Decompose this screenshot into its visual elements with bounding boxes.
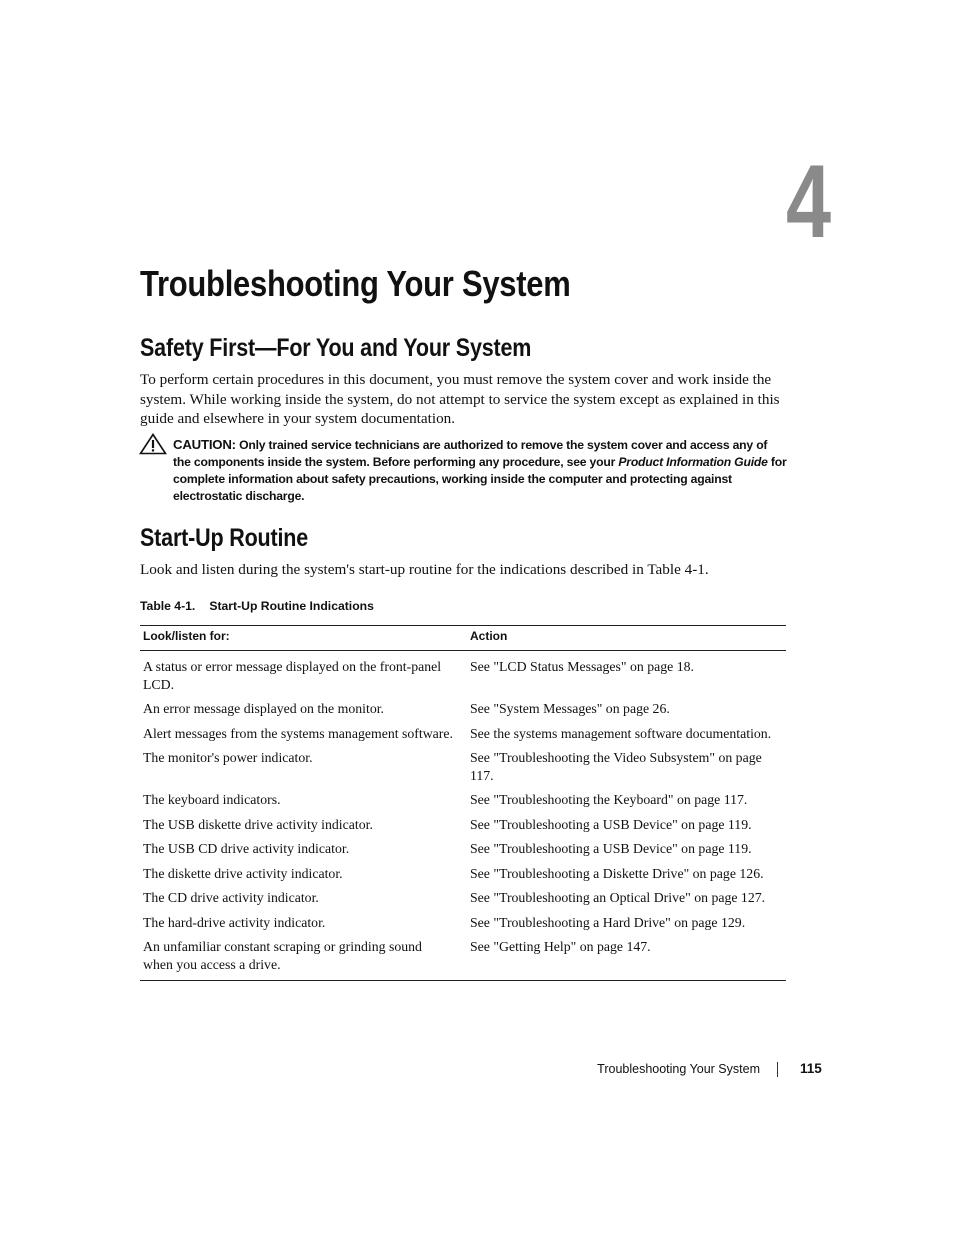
cell-action: See "Troubleshooting the Video Subsystem" on page 117.: [470, 750, 762, 783]
cell-action: See the systems management software documentation.: [470, 725, 772, 741]
startup-indications-table: [140, 625, 786, 981]
table-row: [140, 933, 786, 975]
page-footer: [0, 1061, 954, 1081]
table-row: [140, 653, 786, 695]
cell-action: See "Troubleshooting a USB Device" on page 119.: [470, 841, 752, 856]
caution-label: CAUTION:: [173, 437, 236, 452]
startup-paragraph: Look and listen during the system's start-up routine for the indications described in Table 4-1.: [140, 561, 709, 578]
table-caption: [140, 598, 374, 614]
table-row: [140, 744, 786, 786]
table-row: [140, 909, 786, 934]
cell-action: See "Getting Help" on page 147.: [470, 939, 651, 954]
table-row: [140, 786, 786, 811]
cell-action: See "Troubleshooting a USB Device" on page 119.: [470, 816, 752, 832]
table-row: [140, 695, 786, 720]
cell-action: See "Troubleshooting an Optical Drive" on page 127.: [470, 890, 766, 905]
cell-look-listen: The diskette drive activity indicator.: [143, 865, 343, 881]
table-row: [140, 720, 786, 745]
table-row: [140, 884, 786, 909]
caution-text-before: Only trained service technicians are authorized to remove the system cover and access any of the components inside the system. Before performing any procedure, see your: [173, 438, 768, 469]
cell-look-listen: The hard-drive activity indicator.: [143, 914, 326, 930]
table-caption-number: Table 4-1.: [140, 599, 196, 613]
safety-heading: Safety First—For You and Your System: [140, 334, 532, 362]
chapter-number: 4: [786, 144, 832, 260]
table-row: [140, 835, 786, 860]
cell-look-listen: An unfamiliar constant scraping or grinding sound when you access a drive.: [143, 939, 422, 972]
table-header-action: Action: [470, 629, 508, 643]
cell-look-listen: The keyboard indicators.: [143, 792, 281, 807]
cell-action: See "Troubleshooting the Keyboard" on page 117.: [470, 792, 748, 807]
cell-look-listen: The CD drive activity indicator.: [143, 890, 319, 905]
table-header-row: [140, 626, 786, 651]
cell-action: See "Troubleshooting a Hard Drive" on page 129.: [470, 914, 746, 930]
cell-look-listen: The USB diskette drive activity indicator.: [143, 816, 373, 832]
footer-divider: [777, 1062, 778, 1077]
cell-look-listen: A status or error message displayed on the front-panel LCD.: [143, 659, 442, 692]
footer-title: Troubleshooting Your System: [597, 1062, 760, 1076]
cell-look-listen: Alert messages from the systems management software.: [143, 725, 453, 741]
startup-heading: Start-Up Routine: [140, 524, 309, 552]
table-caption-title: Start-Up Routine Indications: [209, 599, 374, 613]
cell-action: See "Troubleshooting a Diskette Drive" on page 126.: [470, 865, 764, 881]
table-header-look-listen: Look/listen for:: [143, 629, 230, 643]
cell-look-listen: The monitor's power indicator.: [143, 750, 313, 765]
cell-look-listen: An error message displayed on the monitor.: [143, 701, 385, 716]
safety-paragraph: To perform certain procedures in this document, you must remove the system cover and work inside the system. While working inside the system, do not attempt to service the system except as explained in this guide and elsewhere in your system documentation.: [140, 371, 780, 427]
cell-action: See "System Messages" on page 26.: [470, 701, 670, 716]
table-row: [140, 811, 786, 836]
warning-triangle-icon: [139, 433, 167, 455]
caution-text-after: for complete information about safety precautions, working inside the computer and protecting against electrostatic discharge.: [173, 455, 787, 503]
caution-text: [173, 436, 788, 505]
cell-look-listen: The USB CD drive activity indicator.: [143, 841, 350, 856]
table-body: [140, 651, 786, 980]
cell-action: See "LCD Status Messages" on page 18.: [470, 659, 694, 674]
chapter-title: Troubleshooting Your System: [140, 263, 571, 304]
page-number: 115: [800, 1061, 822, 1076]
table-row: [140, 860, 786, 885]
caution-guide-reference: Product Information Guide: [618, 455, 768, 469]
